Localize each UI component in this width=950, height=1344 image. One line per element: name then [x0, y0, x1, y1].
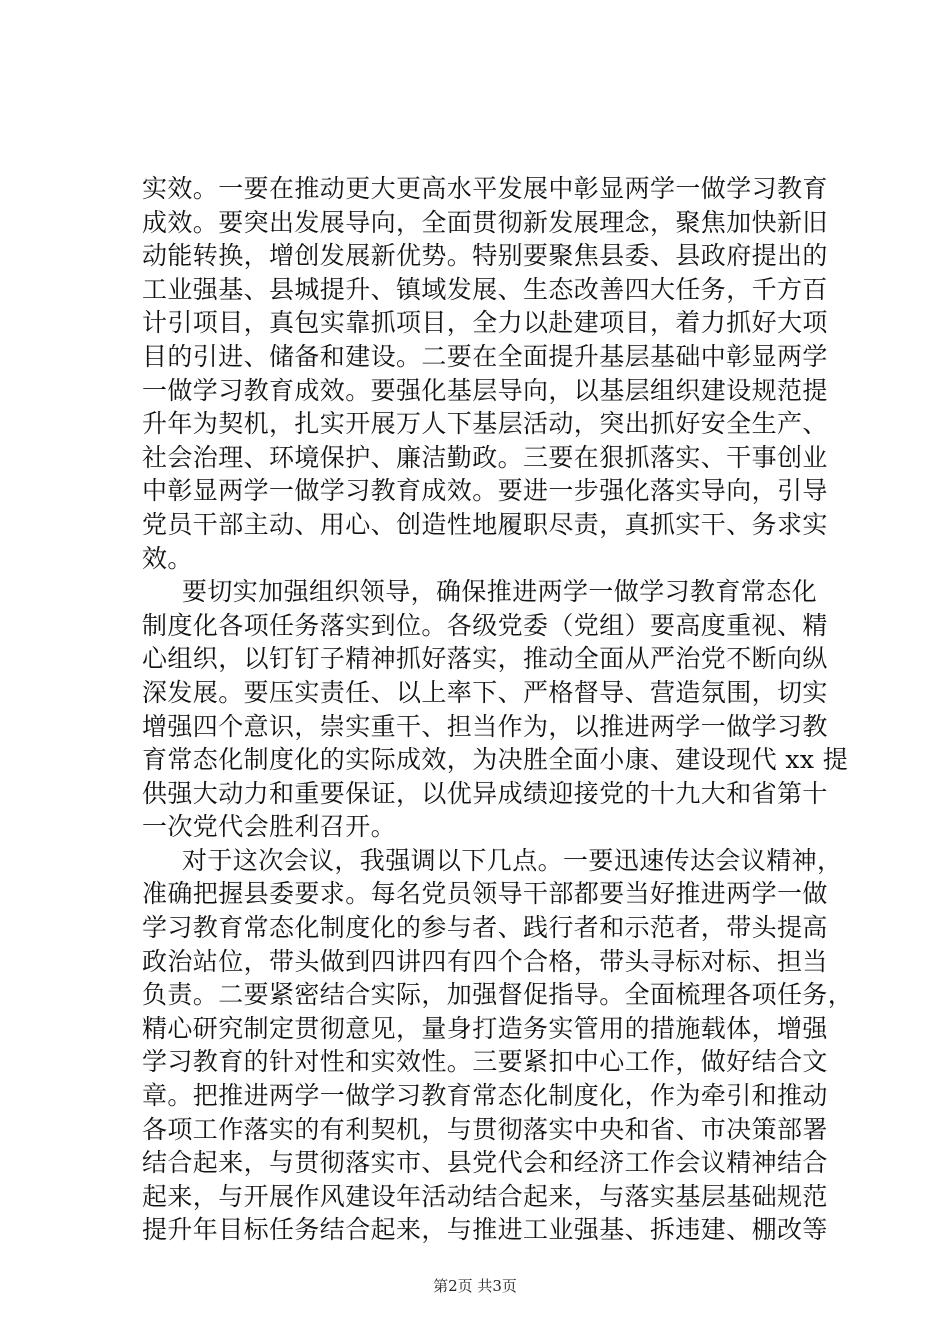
paragraph-start-line: 要切实加强组织领导，确保推进两学一做学习教育常态化 [182, 577, 818, 607]
text-line: 学习教育常态化制度化的参与者、践行者和示范者，带头提高 [142, 913, 828, 943]
text-line: 一做学习教育成效。要强化基层导向，以基层组织建设规范提 [142, 375, 828, 405]
text-line: 学习教育的针对性和实效性。三要紧扣中心工作，做好结合文 [142, 1047, 828, 1077]
text-line: 准确把握县委要求。每名党员领导干部都要当好推进两学一做 [142, 879, 828, 909]
text-line: 政治站位，带头做到四讲四有四个合格，带头寻标对标、担当 [142, 946, 828, 976]
text-line: 提升年目标任务结合起来，与推进工业强基、拆违建、棚改等 [142, 1215, 828, 1245]
text-line: 章。把推进两学一做学习教育常态化制度化，作为牵引和推动 [142, 1081, 828, 1111]
text-line: 成效。要突出发展导向，全面贯彻新发展理念，聚焦加快新旧 [142, 207, 828, 237]
text-line: 中彰显两学一做学习教育成效。要进一步强化落实导向，引导 [142, 476, 828, 506]
text-line: 社会治理、环境保护、廉洁勤政。三要在狠抓落实、干事创业 [142, 442, 828, 472]
text-line: 增强四个意识，崇实重干、担当作为，以推进两学一做学习教 [142, 711, 828, 741]
text-line: 起来，与开展作风建设年活动结合起来，与落实基层基础规范 [142, 1181, 828, 1211]
text-line: 心组织，以钉钉子精神抓好落实，推动全面从严治党不断向纵 [142, 644, 828, 674]
text-line: 实效。一要在推动更大更高水平发展中彰显两学一做学习教育 [142, 174, 828, 203]
text-line: 负责。二要紧密结合实际，加强督促指导。全面梳理各项任务， [142, 980, 854, 1010]
text-line: 效。 [142, 543, 193, 573]
text-line: 深发展。要压实责任、以上率下、严格督导、营造氛围，切实 [142, 677, 828, 707]
text-line: 党员干部主动、用心、创造性地履职尽责，真抓实干、务求实 [142, 509, 828, 539]
text-line: 升年为契机，扎实开展万人下基层活动，突出抓好安全生产、 [142, 409, 828, 439]
text-line: 目的引进、储备和建设。二要在全面提升基层基础中彰显两学 [142, 341, 828, 371]
text-line: 结合起来，与贯彻落实市、县党代会和经济工作会议精神结合 [142, 1148, 828, 1178]
text-line: 精心研究制定贯彻意见，量身打造务实管用的措施载体，增强 [142, 1013, 828, 1043]
document-body [142, 172, 854, 1247]
text-line: 育常态化制度化的实际成效，为决胜全面小康、建设现代 xx 提 [142, 745, 849, 775]
text-line: 工业强基、县城提升、镇域发展、生态改善四大任务，千方百 [142, 274, 828, 304]
text-line: 各项工作落实的有利契机，与贯彻落实中央和省、市决策部署 [142, 1114, 828, 1144]
text-line: 制度化各项任务落实到位。各级党委（党组）要高度重视、精 [142, 610, 828, 640]
paragraph-start-line: 对于这次会议，我强调以下几点。一要迅速传达会议精神， [182, 845, 843, 875]
text-line: 计引项目，真包实靠抓项目，全力以赴建项目，着力抓好大项 [142, 308, 828, 338]
text-line: 动能转换，增创发展新优势。特别要聚焦县委、县政府提出的 [142, 241, 828, 271]
text-line: 供强大动力和重要保证，以优异成绩迎接党的十九大和省第十 [142, 778, 828, 808]
page-footer: 第2页 共3页 [433, 1277, 517, 1295]
text-line: 一次党代会胜利召开。 [142, 812, 397, 842]
